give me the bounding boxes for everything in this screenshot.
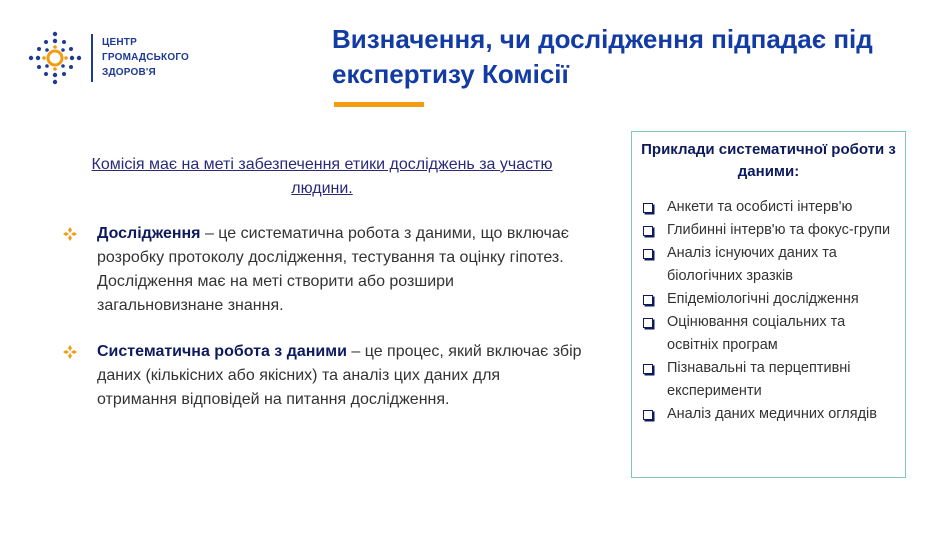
list-item <box>642 288 900 311</box>
examples-title: Приклади систематичної роботи з даними: <box>641 141 896 180</box>
list-item-label: Епідеміологічні дослідження <box>667 291 859 307</box>
checkbox-bullet-icon <box>643 249 653 259</box>
list-item-label: Аналіз існуючих даних та біологічних зразків <box>667 245 837 284</box>
definition-item <box>63 340 583 412</box>
list-item-label: Глибинні інтерв'ю та фокус-групи <box>667 222 891 238</box>
list-item <box>642 311 900 357</box>
definition-term: Систематична робота з даними <box>97 343 347 360</box>
list-item-label: Оцінювання соціальних та освітніх програм <box>667 314 846 353</box>
list-item-label: Пізнавальні та перцептивні експерименти <box>667 360 851 399</box>
public-health-center-logo-icon <box>27 30 83 86</box>
organization-logo <box>27 30 197 86</box>
list-item-label: Анкети та особисті інтерв'ю <box>667 199 853 215</box>
logo-divider <box>91 34 93 82</box>
slide-title-line-1: Визначення, чи дослідження підпадає під <box>332 24 873 54</box>
slide-title <box>332 22 932 92</box>
list-item-label: Аналіз даних медичних оглядів <box>667 406 877 422</box>
examples-list <box>642 196 900 426</box>
checkbox-bullet-icon <box>643 295 653 305</box>
definition-text: – це систематична робота з даними, що включає розробку протоколу дослідження, тестування та оцінку гіпотез. Дослідження має на меті створити або розшири загальновизнане знання. <box>97 225 569 314</box>
checkbox-bullet-icon <box>643 226 653 236</box>
list-item <box>642 196 900 219</box>
definition-term: Дослідження <box>97 225 201 242</box>
list-item <box>642 242 900 288</box>
list-item <box>642 403 900 426</box>
intro-statement: Комісія має на меті забезпечення етики досліджень за участю людини. <box>91 156 553 197</box>
examples-panel <box>631 131 906 478</box>
list-item <box>642 219 900 242</box>
diamond-bullet-icon <box>63 345 77 359</box>
title-accent-bar <box>334 102 424 107</box>
definition-list <box>63 222 583 434</box>
logo-line-2: ГРОМАДСЬКОГО <box>102 52 190 63</box>
logo-text <box>102 35 189 80</box>
definition-text: – це процес, який включає збір даних (кількісних або якісних) та аналіз цих даних для отримання відповідей на питання дослідження. <box>97 343 582 408</box>
checkbox-bullet-icon <box>643 203 653 213</box>
checkbox-bullet-icon <box>643 318 653 328</box>
logo-line-1: ЦЕНТР <box>102 37 137 48</box>
list-item <box>642 357 900 403</box>
checkbox-bullet-icon <box>643 410 653 420</box>
logo-line-3: ЗДОРОВ'Я <box>102 67 156 78</box>
diamond-bullet-icon <box>63 227 77 241</box>
slide-title-line-2: експертизу Комісії <box>332 59 569 89</box>
definition-item <box>63 222 583 318</box>
checkbox-bullet-icon <box>643 364 653 374</box>
